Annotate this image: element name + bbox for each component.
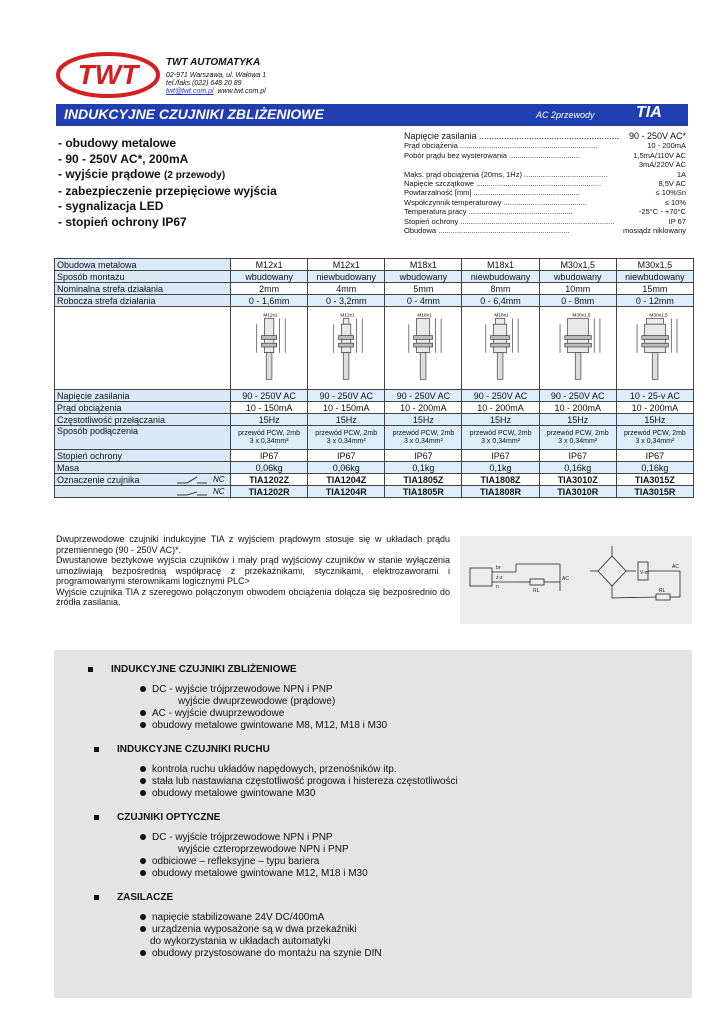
table-cell: niewbudowany — [462, 271, 539, 283]
connection-line: 3 x 0,34mm² — [249, 437, 289, 445]
row-label: Stopień ochrony — [55, 450, 231, 462]
table-cell: M30x1,5 — [539, 259, 616, 271]
section-bullet: obudowy metalowe gwintowane M30 — [140, 788, 315, 800]
sensor-code: TIA1204Z — [308, 474, 385, 486]
table-cell: 4mm — [308, 283, 385, 295]
drawing-label: M12x1 — [340, 313, 355, 319]
drawing-label: M30x1,5 — [572, 313, 591, 319]
row-label: Nominalna strefa działania — [55, 283, 231, 295]
section-heading: ZASILACZE — [94, 892, 173, 903]
circuit-label: V-m — [640, 570, 649, 576]
table-row — [55, 450, 694, 462]
company-address: 02-971 Warszawa, ul. Wałowa 1 — [166, 72, 267, 79]
connection-line: 3 x 0,34mm² — [558, 437, 598, 445]
sensor-drawing-cell — [385, 307, 462, 390]
spec-label: Stopień ochrony .......................................................................... — [404, 216, 615, 226]
row-label: Sposób montażu — [55, 271, 231, 283]
section-bullet: obudowy przystosowane do montażu na szynie DIN — [140, 948, 382, 960]
table-cell: IP67 — [308, 450, 385, 462]
bullet-dot-icon — [140, 766, 146, 772]
spec-row — [404, 179, 686, 188]
sensor-code: TIA3015R — [616, 486, 693, 498]
feature-note: (2 przewody) — [164, 170, 226, 181]
bullet-square-icon — [88, 667, 93, 672]
table-cell: 0,16kg — [539, 462, 616, 474]
drawing-row — [55, 307, 694, 390]
table-row — [55, 414, 694, 426]
twt-logo — [56, 52, 160, 98]
table-row — [55, 426, 694, 450]
table-cell: M18x1 — [462, 259, 539, 271]
bullet-dot-icon — [140, 834, 146, 840]
table-cell: 10 - 200mA — [539, 402, 616, 414]
sensor-code: TIA1808Z — [462, 474, 539, 486]
bullet-dot-icon — [140, 686, 146, 692]
connection-line: przewód PCW, 2mb — [469, 429, 532, 437]
table-cell: 90 - 250V AC — [385, 390, 462, 402]
table-cell: 10 - 200mA — [385, 402, 462, 414]
spec-list — [404, 132, 686, 235]
spec-row — [404, 226, 686, 235]
table-cell: 90 - 250V AC — [231, 390, 308, 402]
table-cell: 90 - 250V AC — [539, 390, 616, 402]
spec-row — [404, 170, 686, 179]
sensor-drawing-cell — [616, 307, 693, 390]
designation-label-cell — [55, 486, 231, 498]
row-label: Masa — [55, 462, 231, 474]
spec-value: mosiądz niklowany — [623, 226, 686, 236]
section-bullet: odbiciowe – refleksyjne – typu bariera — [140, 856, 319, 868]
spec-value: 8,5V AC — [658, 179, 686, 189]
connection-line: przewód PCW, 2mb — [238, 429, 300, 437]
sensor-drawing — [542, 309, 614, 385]
table-cell: niewbudowany — [308, 271, 385, 283]
table-cell: 15Hz — [308, 414, 385, 426]
sensor-drawing-cell — [308, 307, 385, 390]
spec-row — [404, 198, 686, 207]
sensor-code: TIA1805Z — [385, 474, 462, 486]
spec-row — [404, 151, 686, 160]
section-bullet: stała lub nastawiana częstotliwość progowa i histereza częstotliwości — [140, 776, 458, 788]
drawing-label: M18x1 — [417, 313, 432, 319]
connection-line: 3 x 0,34mm² — [403, 437, 443, 445]
spec-value: 1,5mA/110V AC — [633, 150, 686, 160]
page-title: INDUKCYJNE CZUJNIKI ZBLIŻENIOWE — [64, 106, 324, 122]
section-heading: CZUJNIKI OPTYCZNE — [94, 812, 220, 823]
table-cell: 10 - 25-v AC — [616, 390, 693, 402]
table-cell: 90 - 250V AC — [462, 390, 539, 402]
company-phone: tel./faks (022) 648 20 89 — [166, 80, 242, 87]
title-banner — [56, 104, 688, 126]
sensor-code: TIA1805R — [385, 486, 462, 498]
email-link[interactable]: twt@twt.com.pl — [166, 88, 214, 95]
table-cell: 15Hz — [616, 414, 693, 426]
connection-cell — [462, 426, 539, 450]
table-cell: 10 - 200mA — [616, 402, 693, 414]
table-cell: IP67 — [231, 450, 308, 462]
spec-value: -25°C - +70°C — [638, 207, 686, 217]
product-overview-panel — [54, 650, 692, 998]
table-cell: 10 - 200mA — [462, 402, 539, 414]
sensor-table — [54, 258, 694, 498]
row-label: Napięcie zasilania — [55, 390, 231, 402]
bullet-dot-icon — [140, 950, 146, 956]
bullet-continuation: wyjście dwuprzewodowe (prądowe) — [178, 696, 336, 707]
connection-line: 3 x 0,34mm² — [635, 437, 675, 445]
connection-line: przewód PCW, 2mb — [392, 429, 455, 437]
feature-item: - zabezpieczenie przepięciowe wyjścia — [58, 183, 277, 198]
table-row — [55, 402, 694, 414]
designation-row — [55, 486, 694, 498]
table-cell: 2mm — [231, 283, 308, 295]
table-cell: M30x1,5 — [616, 259, 693, 271]
sensor-code: TIA3015Z — [616, 474, 693, 486]
table-cell: 0,1kg — [462, 462, 539, 474]
spec-label: Napięcie szczątkowe ............................................................ — [404, 179, 602, 189]
spec-label: Prąd obciążenia .................................................................. — [404, 141, 598, 151]
connection-line: przewód PCW, 2mb — [315, 429, 378, 437]
switch-symbol-icon — [177, 476, 207, 485]
sensor-drawing-cell — [231, 307, 308, 390]
switch-symbol-icon — [177, 488, 207, 497]
row-label: Sposób podłączenia — [55, 426, 231, 450]
bullet-dot-icon — [140, 778, 146, 784]
table-cell: 0,06kg — [231, 462, 308, 474]
sensor-code: TIA1202Z — [231, 474, 308, 486]
table-row — [55, 259, 694, 271]
circuit-label: br — [496, 565, 501, 571]
series-code: TIA — [636, 104, 662, 121]
table-cell: 10 - 150mA — [308, 402, 385, 414]
bullet-dot-icon — [140, 870, 146, 876]
bullet-square-icon — [94, 895, 99, 900]
feature-item: - stopień ochrony IP67 — [58, 214, 187, 229]
table-row — [55, 271, 694, 283]
www-text: www.twt.com.pl — [217, 88, 266, 95]
feature-item: - sygnalizacja LED — [58, 199, 164, 213]
description-paragraph: Dwustanowe beztykowe wyjścia czujników i mały prąd wyjściowy czujników w stanie wyłączenia umożliwiają bezpośrednią współpracę z przekaźnikami, stycznikami, elektrozaworami i programowanymi sterownikami logicznymi PLC> — [56, 555, 450, 586]
table-row — [55, 283, 694, 295]
sensor-code: TIA3010Z — [539, 474, 616, 486]
designation-label-cell — [55, 474, 231, 486]
spec-value: 3mA/220V AC — [638, 160, 686, 170]
table-cell: M12x1 — [231, 259, 308, 271]
table-cell: 90 - 250V AC — [308, 390, 385, 402]
bullet-square-icon — [94, 747, 99, 752]
sensor-drawing — [387, 309, 459, 385]
table-cell: 0 - 12mm — [616, 295, 693, 307]
row-label: Oznaczenie czujnika — [57, 474, 140, 485]
table-cell: 0 - 8mm — [539, 295, 616, 307]
circuit-label: AC — [562, 576, 569, 582]
connection-cell — [616, 426, 693, 450]
table-cell: IP67 — [539, 450, 616, 462]
sensor-drawing — [310, 309, 382, 385]
table-cell: IP67 — [462, 450, 539, 462]
table-cell: 15Hz — [462, 414, 539, 426]
section-heading: INDUKCYJNE CZUJNIKI ZBLIŻENIOWE — [88, 664, 297, 675]
spec-row — [404, 207, 686, 216]
section-bullet: napięcie stabilizowane 24V DC/400mA — [140, 912, 324, 924]
spec-label: Współczynnik temperaturowy ........................................ — [404, 197, 587, 207]
table-row — [55, 462, 694, 474]
section-bullet: urządzenia wyposażone są w dwa przekaźniki — [140, 924, 357, 936]
connection-line: 3 x 0,34mm² — [481, 437, 520, 445]
row-label: Prąd obciążenia — [55, 402, 231, 414]
feature-item: - wyjście prądowe (2 przewody) — [58, 167, 226, 181]
circuit-label: RL — [659, 588, 666, 594]
sensor-code: TIA1808R — [462, 486, 539, 498]
company-contact — [166, 87, 266, 96]
table-cell: wbudowany — [231, 271, 308, 283]
spec-label: Powtarzalność [mm] ................................................... — [404, 188, 580, 198]
table-cell: 0,1kg — [385, 462, 462, 474]
sensor-drawing — [233, 309, 305, 385]
table-cell: 0,16kg — [616, 462, 693, 474]
table-cell: wbudowany — [539, 271, 616, 283]
circuit-label: RL — [533, 588, 540, 594]
spec-row — [404, 141, 686, 150]
spec-value: 1A — [676, 169, 686, 179]
spec-value: 90 - 250V AC* — [628, 131, 686, 141]
table-row — [55, 390, 694, 402]
feature-item: - obudowy metalowe — [58, 136, 177, 150]
row-label: Obudowa metalowa — [55, 259, 231, 271]
table-cell: 0 - 3,2mm — [308, 295, 385, 307]
circuit-label: AC — [672, 564, 679, 570]
bullet-dot-icon — [140, 722, 146, 728]
connection-line: przewód PCW, 2mb — [546, 429, 609, 437]
drawing-label: M30x1,5 — [649, 313, 668, 319]
spec-value: 10 - 200mA — [647, 141, 686, 151]
table-cell: 15Hz — [385, 414, 462, 426]
spec-label: Temperatura pracy .................................................. — [404, 207, 573, 217]
spec-value: IP 67 — [668, 216, 686, 226]
table-cell: 15Hz — [539, 414, 616, 426]
circuit-label: n — [496, 584, 499, 590]
sensor-code: TIA1204R — [308, 486, 385, 498]
table-cell: 10 - 150mA — [231, 402, 308, 414]
table-cell: 15mm — [616, 283, 693, 295]
description-paragraph: Wyjście czujnika TIA z szeregowo połączonym obwodem obciążenia dołącza się bezpośrednio do źródła zasilania. — [56, 586, 450, 607]
connection-cell — [231, 426, 308, 450]
table-cell: IP67 — [616, 450, 693, 462]
sensor-code: TIA1202R — [231, 486, 308, 498]
sensor-drawing — [464, 309, 536, 385]
sensor-code: TIA3010R — [539, 486, 616, 498]
svg-text:TWT: TWT — [77, 59, 139, 90]
spec-row — [404, 217, 686, 226]
table-cell: 0 - 1,6mm — [231, 295, 308, 307]
spec-value: ≤ 10%Sn — [655, 188, 686, 198]
table-cell: wbudowany — [385, 271, 462, 283]
table-row — [55, 295, 694, 307]
bullet-dot-icon — [140, 914, 146, 920]
table-cell: 0 - 4mm — [385, 295, 462, 307]
designation-row — [55, 474, 694, 486]
table-cell: 0,06kg — [308, 462, 385, 474]
contact-type: NC — [213, 487, 225, 496]
spec-label: Napięcie zasilania ........................................................ — [404, 132, 620, 141]
feature-item: - 90 - 250V AC*, 200mA — [58, 151, 189, 166]
section-bullet: obudowy metalowe gwintowane M8, M12, M18 i M30 — [140, 720, 387, 732]
table-cell: M12x1 — [308, 259, 385, 271]
section-bullet: kontrola ruchu układów napędowych, przenośników itp. — [140, 764, 397, 776]
section-bullet: DC - wyjście trójprzewodowe NPN i PNP — [140, 684, 333, 696]
table-cell: 5mm — [385, 283, 462, 295]
drawing-label: M12x1 — [263, 313, 278, 319]
spec-row — [404, 160, 686, 169]
spec-label: Maks. prąd obciążenia (20ms, 1Hz) ........................................ — [404, 169, 608, 179]
sensor-drawing-cell — [539, 307, 616, 390]
section-bullet: obudowy metalowe gwintowane M12, M18 i M30 — [140, 868, 368, 880]
bullet-continuation: wyjście czteroprzewodowe NPN i PNP — [178, 844, 349, 855]
section-bullet: DC - wyjście trójprzewodowe NPN i PNP — [140, 832, 333, 844]
description-paragraph: Dwuprzewodowe czujniki indukcyjne TIA z wyjściem prądowym stosuje się w układach prądu przemiennego (90 - 250V AC)*. — [56, 534, 450, 555]
feature-list — [58, 136, 398, 230]
connection-cell — [308, 426, 385, 450]
connection-line: przewód PCW, 2mb — [623, 429, 686, 437]
table-cell: 8mm — [462, 283, 539, 295]
description — [56, 534, 450, 608]
spec-label: Pobór prądu bez wysterowania .................................. — [404, 150, 580, 160]
circuit-label: ż-z — [496, 575, 503, 581]
connection-cell — [539, 426, 616, 450]
spec-value: ≤ 10% — [664, 197, 686, 207]
row-label: Robocza strefa działania — [55, 295, 231, 307]
circuit-diagram — [460, 536, 692, 624]
sensor-drawing — [619, 309, 691, 385]
table-cell: 10mm — [539, 283, 616, 295]
sensor-drawing-cell — [462, 307, 539, 390]
table-cell: 15Hz — [231, 414, 308, 426]
contact-type: NC — [213, 475, 225, 484]
bullet-dot-icon — [140, 790, 146, 796]
spec-row — [404, 132, 686, 141]
bullet-dot-icon — [140, 858, 146, 864]
section-bullet: AC - wyjście dwuprzewodowe — [140, 708, 284, 720]
banner-subtitle: AC 2przewody — [536, 110, 595, 120]
connection-cell — [385, 426, 462, 450]
company-name: TWT AUTOMATYKA — [166, 57, 261, 68]
table-cell: IP67 — [385, 450, 462, 462]
bullet-continuation: do wykorzystania w układach automatyki — [150, 936, 331, 947]
table-cell: M18x1 — [385, 259, 462, 271]
bullet-dot-icon — [140, 710, 146, 716]
spec-label: Obudowa ............................................................... — [404, 226, 570, 236]
spec-row — [404, 188, 686, 197]
drawing-label: M18x1 — [494, 313, 510, 319]
section-heading: INDUKCYJNE CZUJNIKI RUCHU — [94, 744, 270, 755]
table-cell: niewbudowany — [616, 271, 693, 283]
row-label: Częstotliwość przełączania — [55, 414, 231, 426]
connection-line: 3 x 0,34mm² — [326, 437, 366, 445]
table-cell: 0 - 6,4mm — [462, 295, 539, 307]
bullet-dot-icon — [140, 926, 146, 932]
bullet-square-icon — [94, 815, 99, 820]
